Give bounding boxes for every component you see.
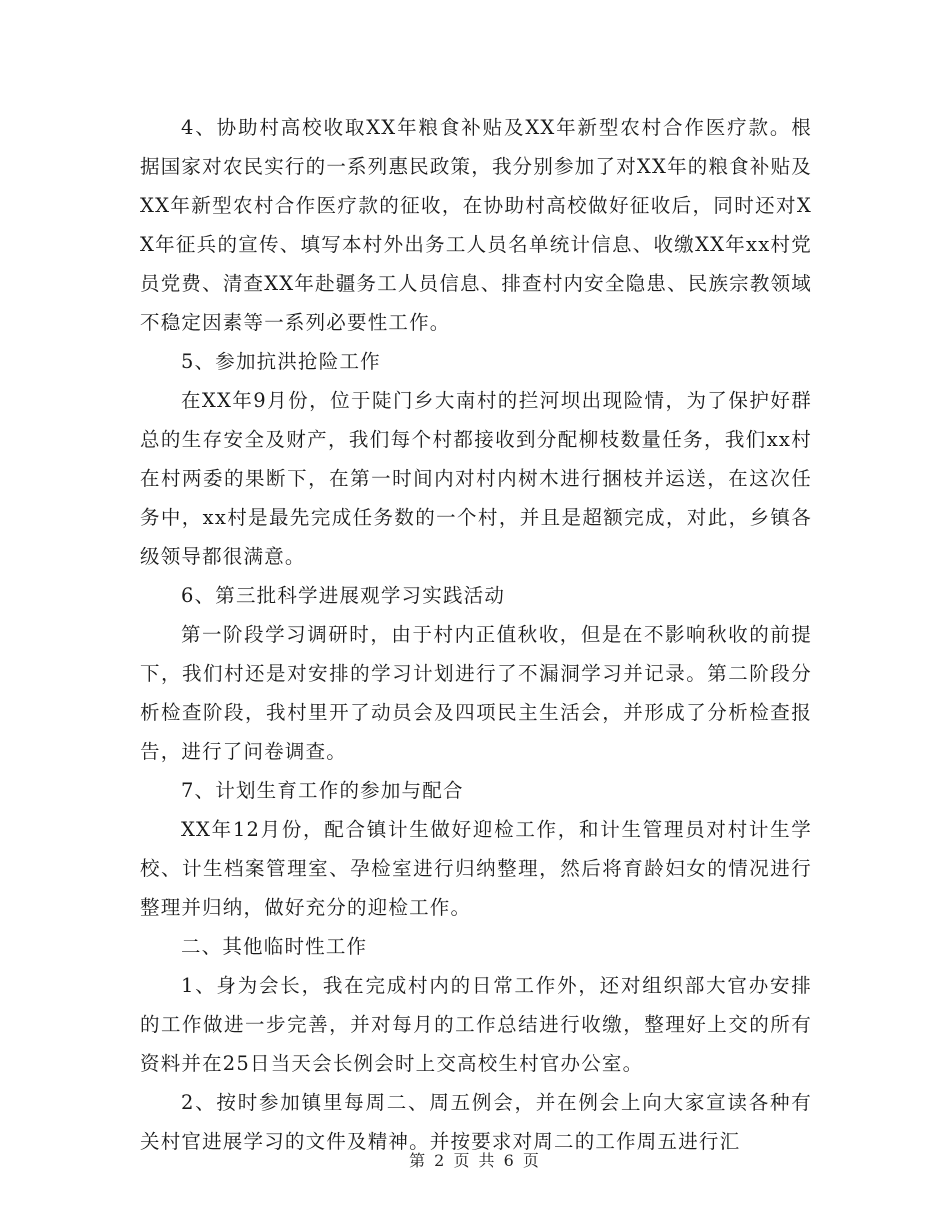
- paragraph-flood-control: 在XX年9月份，位于陡门乡大南村的拦河坝出现险情，为了保护好群总的生存安全及财产，我们每个村都接收到分配柳枝数量任务，我们xx村在村两委的果断下，在第一时间内对村内树木进行捆枝并运送，在这次任务中，xx村是最先完成任务数的一个村，并且是超额完成，对此，乡镇各级领导都很满意。: [140, 389, 812, 568]
- paragraph-family-planning: XX年12月份，配合镇计生做好迎检工作，和计生管理员对村计生学校、计生档案管理室、孕检室进行归纳整理，然后将育龄妇女的情况进行整理并归纳，做好充分的迎检工作。: [140, 818, 812, 919]
- heading-family-planning: 7、计划生育工作的参加与配合: [180, 779, 464, 802]
- heading-scientific-development: 6、第三批科学进展观学习实践活动: [180, 584, 506, 607]
- document-body: [140, 108, 812, 1161]
- heading-flood-control: 5、参加抗洪抢险工作: [180, 350, 381, 373]
- paragraph-scientific-development: 第一阶段学习调研时，由于村内正值秋收，但是在不影响秋收的前提下，我们村还是对安排的学习计划进行了不漏洞学习并记录。第二阶段分析检查阶段，我村里开了动员会及四项民主生活会，并形成了分析检查报告，进行了问卷调查。: [140, 623, 812, 763]
- paragraph-association-chair: 1、身为会长，我在完成村内的日常工作外，还对组织部大官办安排的工作做进一步完善，并对每月的工作总结进行收缴，整理好上交的所有资料并在25日当天会长例会时上交高校生村官办公室。: [140, 974, 812, 1075]
- heading-temporary-work: 二、其他临时性工作: [180, 935, 368, 958]
- paragraph-weekly-meetings: 2、按时参加镇里每周二、周五例会，并在例会上向大家宣读各种有关村官进展学习的文件及精神。并按要求对周二的工作周五进行汇: [140, 1091, 812, 1153]
- page-number-footer: 第 2 页 共 6 页: [409, 1151, 541, 1170]
- paragraph-grain-subsidy: 4、协助村高校收取XX年粮食补贴及XX年新型农村合作医疗款。根据国家对农民实行的一系列惠民政策，我分别参加了对XX年的粮食补贴及XX年新型农村合作医疗款的征收，在协助村高校做好征收后，同时还对XX年征兵的宣传、填写本村外出务工人员名单统计信息、收缴XX年xx村党员党费、清查XX年赴疆务工人员信息、排查村内安全隐患、民族宗教领域不稳定因素等一系列必要性工作。: [140, 116, 812, 334]
